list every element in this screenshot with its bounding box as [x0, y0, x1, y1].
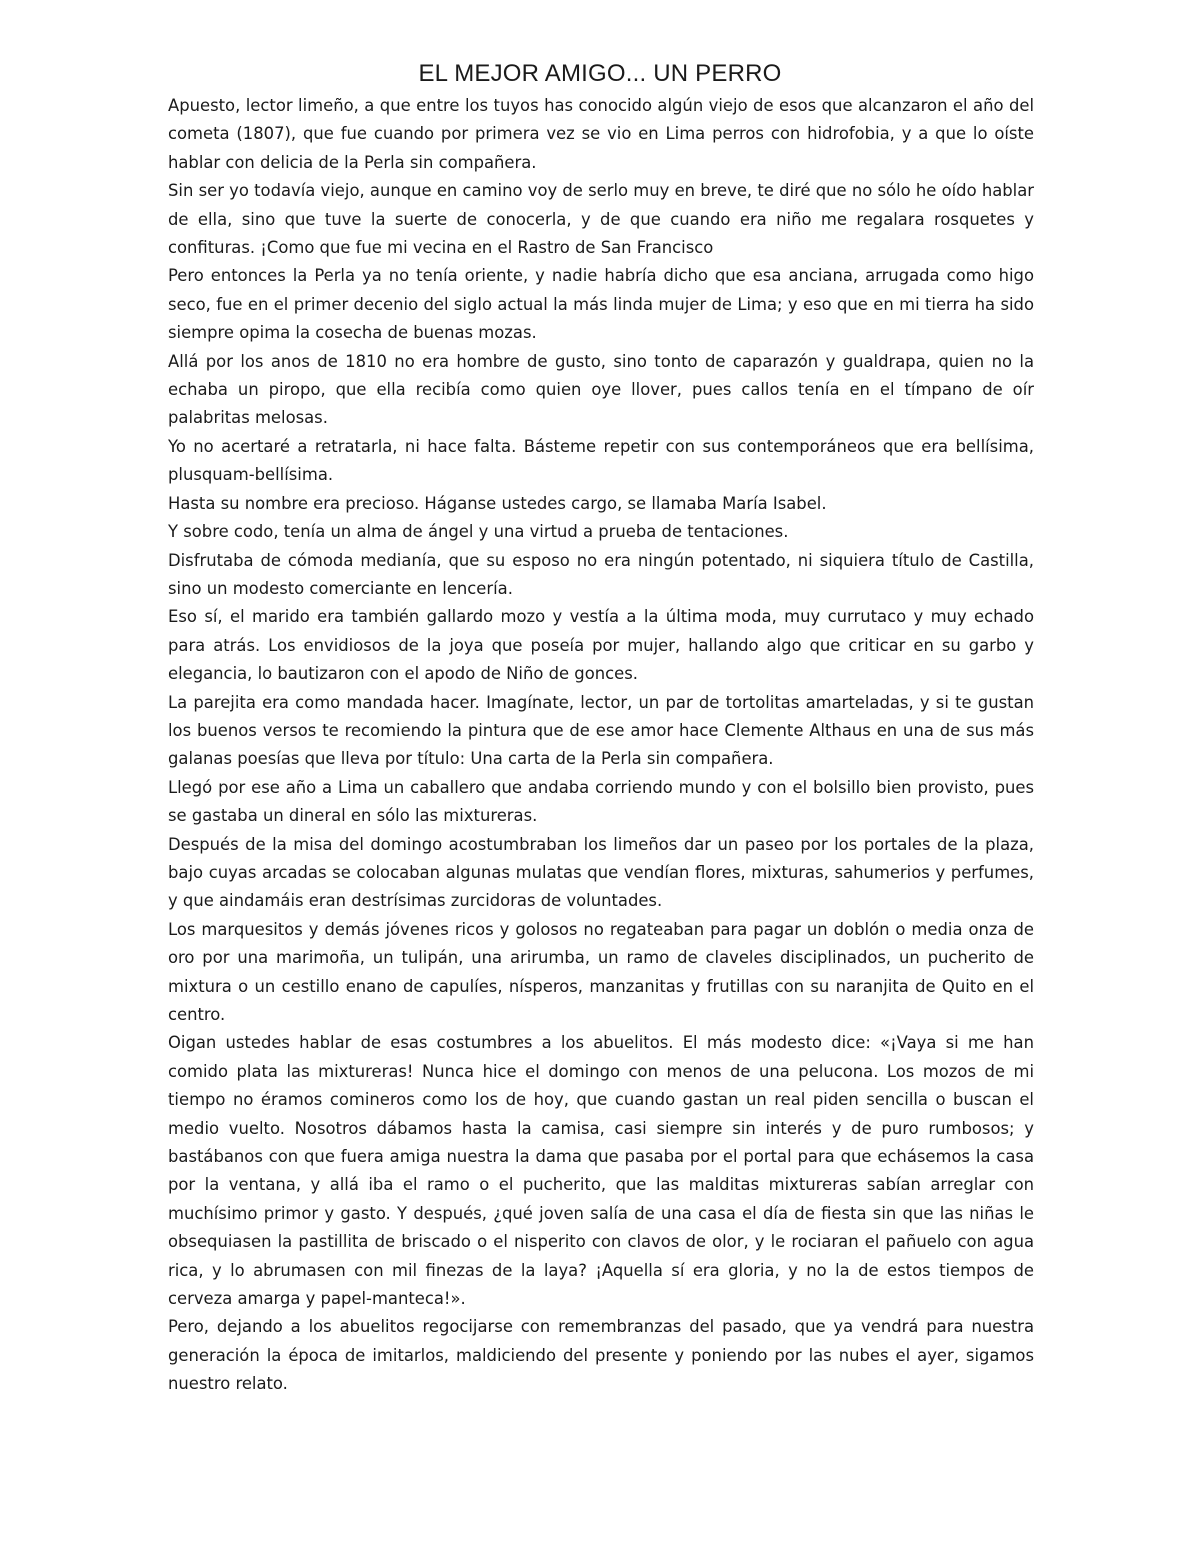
paragraph: Apuesto, lector limeño, a que entre los tuyos has conocido algún viejo de esos que alcanzaron el año del cometa (1807), que fue cuando por primera vez se vio en Lima perros con hidrofobia, y a que lo oíste hablar con delicia de la Perla sin compañera.: [168, 96, 1034, 172]
document-body: [168, 92, 1034, 1399]
paragraph: Hasta su nombre era precioso. Háganse ustedes cargo, se llamaba María Isabel.: [168, 493, 827, 513]
paragraph: Yo no acertaré a retratarla, ni hace falta. Básteme repetir con sus contemporáneos que era bellísima, plusquam-bellísima.: [168, 436, 1034, 485]
paragraph: Pero entonces la Perla ya no tenía oriente, y nadie habría dicho que esa anciana, arrugada como higo seco, fue en el primer decenio del siglo actual la más linda mujer de Lima; y eso que en mi tierra ha sido siempre opima la cosecha de buenas mozas.: [168, 266, 1034, 343]
paragraph: Después de la misa del domingo acostumbraban los limeños dar un paseo por los portales de la plaza, bajo cuyas arcadas se colocaban algunas mulatas que vendían flores, mixturas, sahumerios y perfumes, y que aindamáis eran destrísimas zurcidoras de voluntades.: [168, 834, 1034, 911]
paragraph: Eso sí, el marido era también gallardo mozo y vestía a la última moda, muy currutaco y muy echado para atrás. Los envidiosos de la joya que poseía por mujer, hallando algo que criticar en su garbo y elegancia, lo bautizaron con el apodo de Niño de gonces.: [168, 607, 1034, 684]
paragraph: Llegó por ese año a Lima un caballero que andaba corriendo mundo y con el bolsillo bien provisto, pues se gastaba un dineral en sólo las mixtureras.: [168, 777, 1034, 826]
paragraph: Pero, dejando a los abuelitos regocijarse con remembranzas del pasado, que ya vendrá para nuestra generación la época de imitarlos, maldiciendo del presente y poniendo por las nubes el ayer, sigamos nuestro relato.: [168, 1317, 1034, 1394]
document-title: EL MEJOR AMIGO... UN PERRO: [418, 60, 782, 87]
paragraph: Allá por los anos de 1810 no era hombre de gusto, sino tonto de caparazón y gualdrapa, quien no la echaba un piropo, que ella recibía como quien oye llover, pues callos tenía en el tímpano de oír palabritas melosas.: [168, 351, 1034, 428]
paragraph: Sin ser yo todavía viejo, aunque en camino voy de serlo muy en breve, te diré que no sólo he oído hablar de ella, sino que tuve la suerte de conocerla, y de que cuando era niño me regalara rosquetes y confituras. ¡Como que fue mi vecina en el Rastro de San Francisco: [168, 181, 1034, 258]
paragraph: Y sobre codo, tenía un alma de ángel y una virtud a prueba de tentaciones.: [168, 522, 789, 542]
paragraph: Disfrutaba de cómoda medianía, que su esposo no era ningún potentado, ni siquiera título de Castilla, sino un modesto comerciante en lencería.: [168, 550, 1034, 598]
paragraph: Oigan ustedes hablar de esas costumbres a los abuelitos. El más modesto dice: «¡Vaya si me han comido plata las mixtureras! Nunca hice el domingo con menos de una pelucona. Los mozos de mi tiempo no éramos comineros como los de hoy, que cuando gastan un real piden sencilla o buscan el medio vuelto. Nosotros dábamos hasta la camisa, casi siempre sin interés y de puro rumbosos; y bastábanos con que fuera amiga nuestra la dama que pasaba por el portal para que echásemos la casa por la ventana, y allá iba el ramo o el pucherito, que las malditas mixtureras sabían arreglar con muchísimo primor y gasto. Y después, ¿qué joven salía de una casa el día de fiesta sin que las niñas le obsequiasen la pastillita de briscado o el nisperito con clavos de olor, y le rociaran el pañuelo con agua rica, y lo abrumasen con mil finezas de la laya? ¡Aquella sí era gloria, y no la de estos tiempos de cerveza amarga y papel-manteca!».: [168, 1033, 1034, 1309]
paragraph: Los marquesitos y demás jóvenes ricos y golosos no regateaban para pagar un doblón o media onza de oro por una marimoña, un tulipán, una arirumba, un ramo de claveles disciplinados, un pucherito de mixtura o un cestillo enano de capulíes, nísperos, manzanitas y frutillas con su naranjita de Quito en el centro.: [168, 919, 1034, 1024]
paragraph: La parejita era como mandada hacer. Imagínate, lector, un par de tortolitas amarteladas, y si te gustan los buenos versos te recomiendo la pintura que de ese amor hace Clemente Althaus en una de sus más galanas poesías que lleva por título: Una carta de la Perla sin compañera.: [168, 692, 1034, 769]
